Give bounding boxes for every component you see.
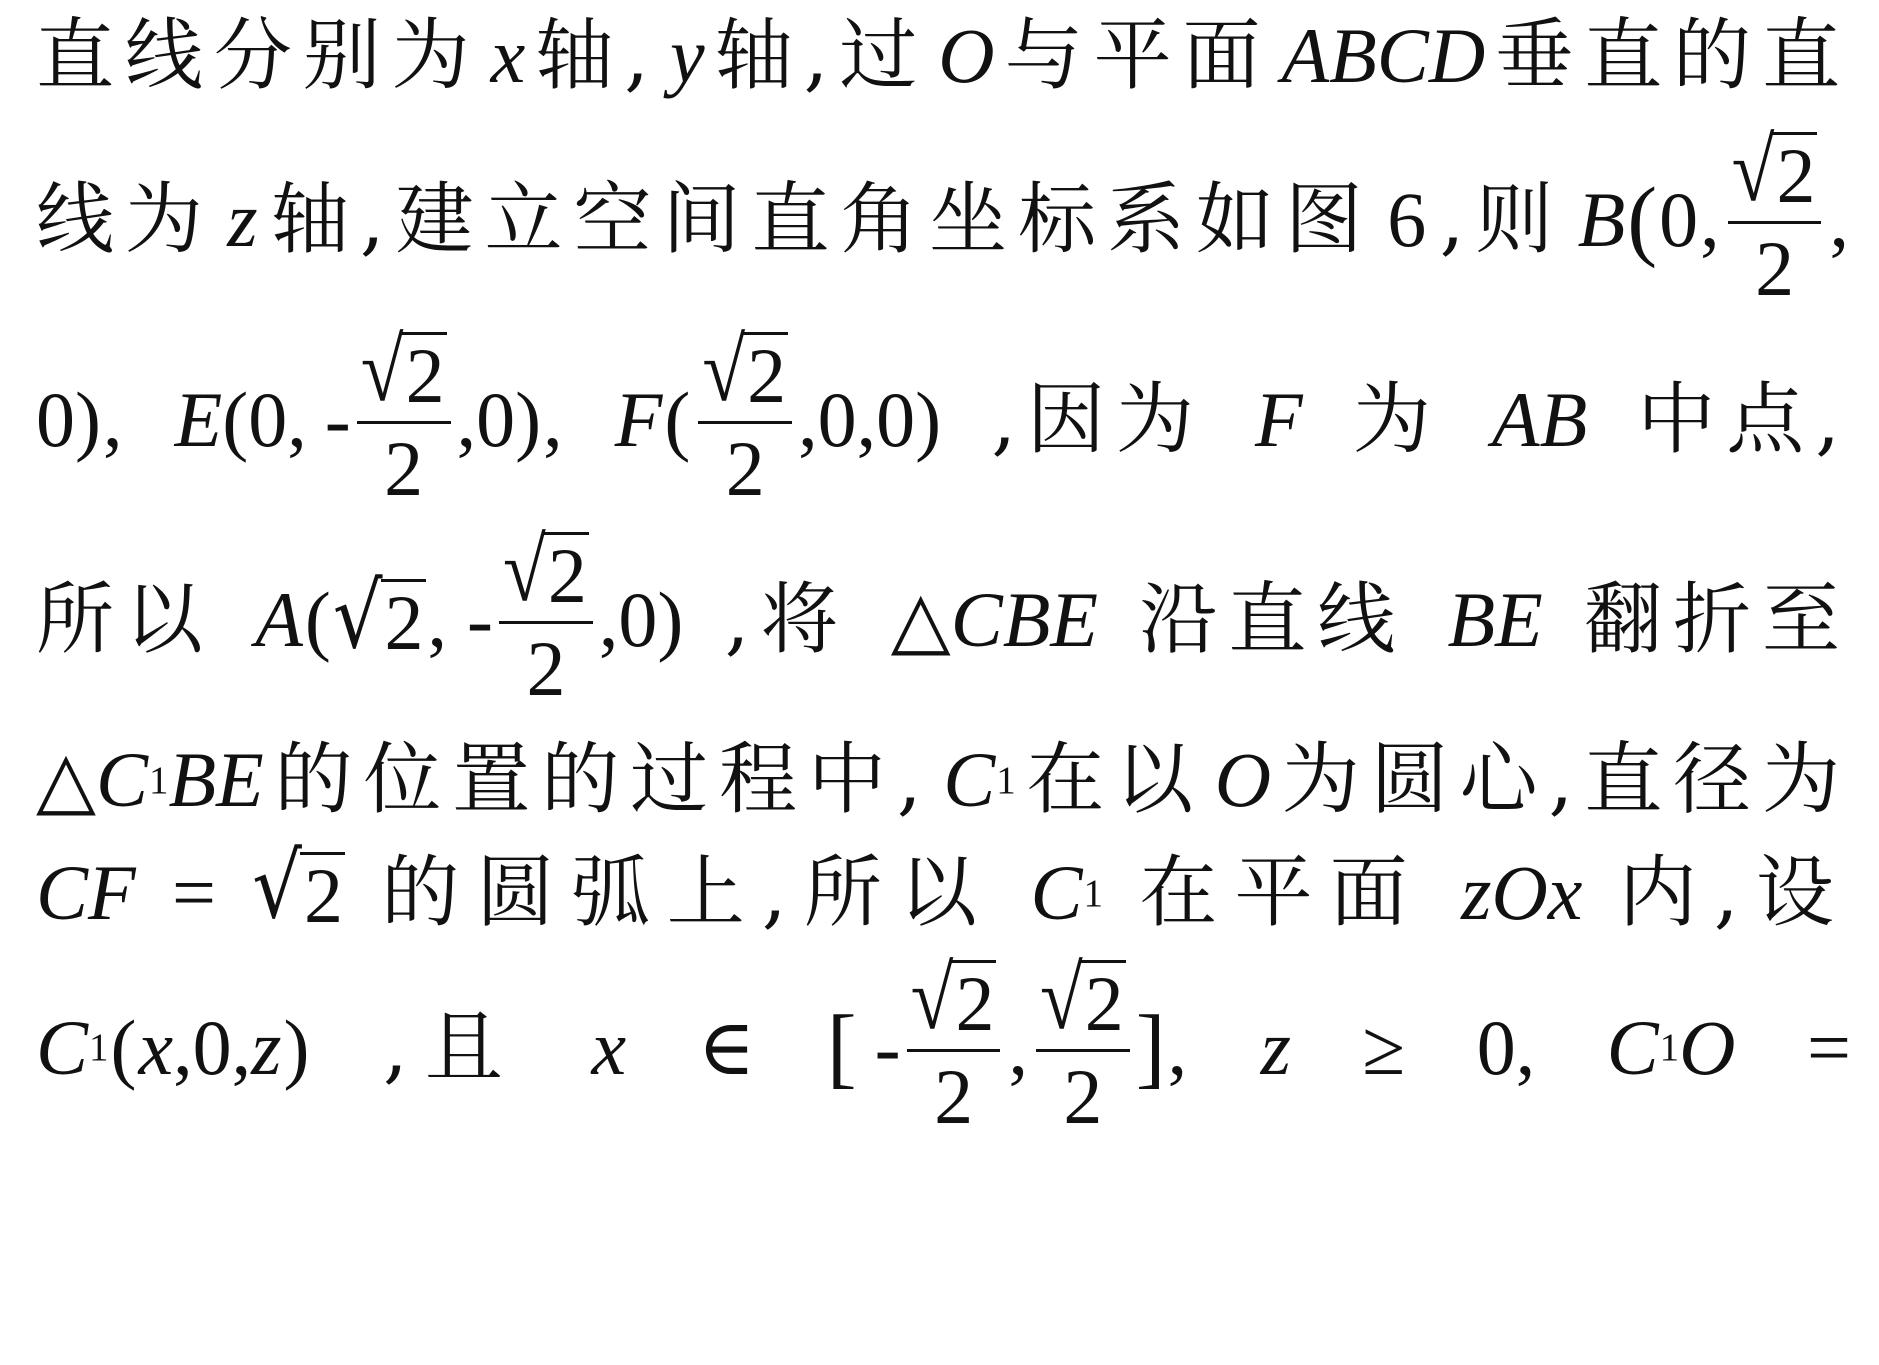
coord-close: ,0) [598, 576, 684, 663]
text-run: ,因为 [991, 375, 1205, 465]
math-z: z [1260, 1003, 1291, 1091]
element-of-sign: ∈ [697, 1003, 756, 1091]
math-b: B [1577, 176, 1626, 263]
text-run: ,则 [1439, 175, 1565, 265]
subscript: 1 [1083, 871, 1104, 915]
paren: ( [110, 1003, 137, 1091]
math-f: F [614, 376, 663, 463]
math-o: O [1214, 736, 1272, 823]
radicand: 2 [402, 332, 447, 415]
radicand: 2 [544, 532, 589, 615]
math-o: O [1679, 1003, 1736, 1091]
triangle-c1be [36, 736, 264, 823]
minus-sign: - [874, 1003, 901, 1091]
text-line-5 [36, 725, 1851, 835]
math-c1 [1030, 849, 1104, 936]
math-e: E [174, 376, 223, 463]
coord-open: (0, [222, 376, 307, 463]
text-run: 内,设 [1618, 848, 1851, 938]
number: 0) [36, 376, 101, 463]
radicand: 2 [951, 960, 996, 1043]
point-e-coord [174, 319, 565, 512]
subscript: 1 [149, 758, 169, 802]
point-a-coord [255, 519, 684, 712]
point-f-coord [614, 319, 942, 512]
triangle-symbol: △ [890, 576, 951, 663]
math-o: O [938, 12, 995, 99]
denominator: 2 [526, 625, 566, 712]
fraction-sqrt2-over-2 [357, 319, 451, 512]
math-c: C [1606, 1003, 1659, 1091]
figure-number: 6 [1387, 176, 1427, 263]
comma: , [1829, 176, 1849, 263]
denominator: 2 [934, 1052, 974, 1140]
comma: , [102, 376, 123, 463]
radical-sign: √ [503, 519, 546, 620]
text-line-2 [36, 119, 1851, 312]
math-abcd: ABCD [1281, 12, 1486, 99]
coord-close: ,0,0) [798, 376, 942, 463]
denominator: 2 [1755, 225, 1795, 312]
triangle-symbol: △ [36, 736, 96, 823]
fraction-sqrt2-over-2 [499, 519, 593, 712]
fraction-sqrt2-over-2 [698, 319, 792, 512]
math-c: C [943, 736, 996, 823]
paren: ) [283, 1003, 310, 1091]
text-run: 轴,建立空间直角坐标系如图 [271, 175, 1374, 265]
math-f: F [1255, 376, 1303, 463]
subscript: 1 [996, 758, 1016, 802]
sqrt [702, 319, 788, 420]
comma: , [1167, 1003, 1188, 1091]
math-z: z [251, 1003, 282, 1091]
sqrt [1039, 947, 1126, 1048]
text-run: 的圆弧上,所以 [381, 848, 995, 938]
coord-tail [36, 376, 124, 463]
interval [826, 947, 1189, 1140]
denominator: 2 [725, 425, 765, 512]
math-c: C [36, 1003, 89, 1091]
bracket: ] [1135, 997, 1166, 1097]
text-run: 翻折至 [1584, 575, 1851, 665]
radical-sign: √ [702, 319, 746, 420]
paren: ( [304, 576, 331, 663]
math-zox: zOx [1461, 849, 1583, 936]
text-run: 与平面 [1004, 11, 1272, 101]
sqrt [252, 835, 345, 939]
text-run: 直线分别为 [36, 11, 481, 101]
text-run: 中点, [1637, 375, 1851, 465]
text-run: 的位置的过程中, [274, 735, 933, 825]
sqrt [360, 319, 447, 420]
text-run: 在以 [1026, 735, 1205, 825]
radical-sign: √ [1731, 119, 1775, 220]
text-run: 线为 [36, 175, 214, 265]
number: 0, [1476, 1003, 1536, 1091]
point-c1-coord [36, 1003, 311, 1091]
text-run: 轴,过 [714, 11, 929, 101]
radical-sign: √ [332, 564, 383, 669]
fraction-sqrt2-over-2 [907, 947, 1001, 1140]
equals-sign: = [171, 849, 216, 936]
fraction-sqrt2-over-2 [1728, 119, 1822, 312]
comma: , [427, 576, 448, 663]
text-run: 为 [1352, 375, 1442, 465]
radicand: 2 [743, 332, 788, 415]
comma: , [1700, 176, 1720, 263]
math-be: BE [168, 736, 264, 823]
point-b-coord [1577, 119, 1851, 312]
sqrt [332, 564, 426, 669]
radical-sign: √ [1039, 947, 1083, 1048]
math-be: BE [1447, 576, 1543, 663]
math-c: C [96, 736, 149, 823]
text-run: 沿直线 [1139, 575, 1407, 665]
text-run: 轴, [535, 11, 660, 101]
math-y: y [670, 12, 705, 99]
radical-sign: √ [252, 835, 302, 939]
text-line-3 [36, 319, 1851, 512]
sqrt [910, 947, 997, 1048]
math-c1 [943, 736, 1016, 823]
geq-sign: ≥ [1362, 1003, 1406, 1091]
math-x: x [591, 1003, 627, 1091]
coord-close: ,0) [456, 376, 542, 463]
comma: , [543, 376, 563, 463]
text-line-6 [36, 835, 1851, 948]
coord-mid: ,0, [173, 1003, 252, 1091]
comma: , [1008, 1003, 1028, 1091]
minus-sign: - [324, 376, 351, 463]
math-c: C [1030, 849, 1083, 936]
fraction-sqrt2-over-2 [1036, 947, 1130, 1140]
text-run: 垂直的直 [1495, 11, 1851, 101]
radicand: 2 [381, 579, 426, 662]
math-cf: CF [36, 849, 136, 936]
triangle-cbe [890, 576, 1099, 663]
paren: ( [1627, 170, 1658, 270]
text-run: 在平面 [1139, 848, 1425, 938]
radicand: 2 [1772, 132, 1817, 215]
text-run: 所以 [36, 575, 214, 665]
radicand: 2 [1081, 960, 1126, 1043]
math-z: z [227, 176, 258, 263]
text-run: 为圆心,直径为 [1281, 735, 1851, 825]
radicand: 2 [300, 852, 345, 935]
math-x: x [490, 12, 526, 99]
math-c1o [1606, 1003, 1736, 1091]
denominator: 2 [384, 425, 424, 512]
text-line-7 [36, 947, 1851, 1140]
paren: ( [664, 376, 691, 463]
equals-sign: = [1806, 1003, 1851, 1091]
text-run: ,将 [724, 575, 850, 665]
subscript: 1 [1659, 1026, 1680, 1069]
math-ab: AB [1491, 376, 1588, 463]
sqrt [503, 519, 589, 620]
radical-sign: √ [360, 319, 404, 420]
sqrt [1731, 119, 1818, 220]
radical-sign: √ [910, 947, 954, 1048]
text-line-4 [36, 519, 1851, 712]
denominator: 2 [1063, 1052, 1103, 1140]
text-run: ,且 [382, 1002, 521, 1093]
text-line-1 [36, 8, 1851, 104]
subscript: 1 [89, 1026, 109, 1069]
number: 0 [1659, 176, 1699, 263]
math-x: x [138, 1003, 174, 1091]
minus-sign: - [467, 576, 494, 663]
math-cbe: CBE [950, 576, 1099, 663]
bracket: [ [826, 997, 857, 1097]
math-a: A [255, 576, 303, 663]
